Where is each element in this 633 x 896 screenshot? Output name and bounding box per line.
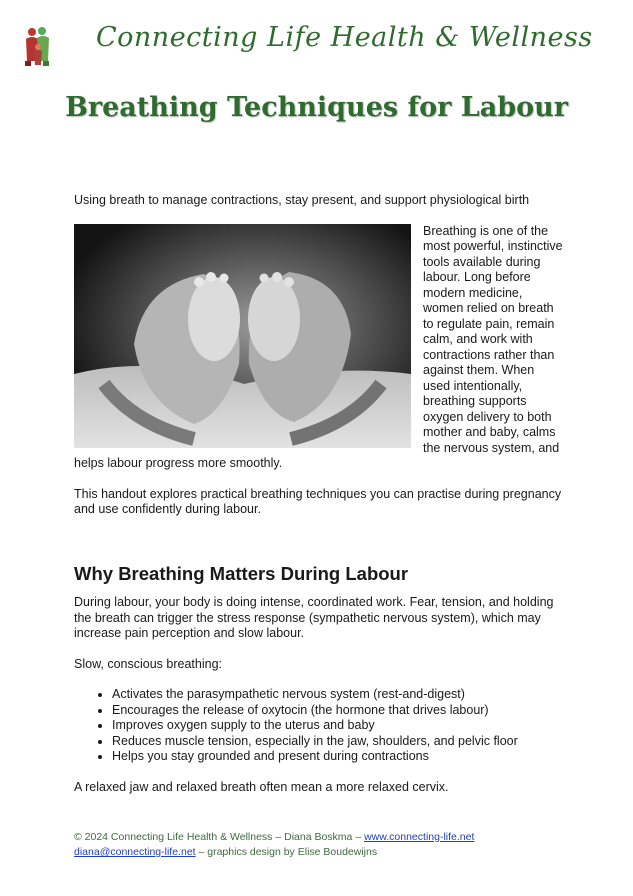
list-item: • Improves oxygen supply to the uterus and baby [112, 718, 564, 734]
list-item: • Encourages the release of oxytocin (the hormone that drives labour) [112, 703, 564, 719]
list-item: • Reduces muscle tension, especially in the jaw, shoulders, and pelvic floor [112, 734, 564, 750]
footer-separator: – [355, 831, 362, 843]
footer-credit: – graphics design by Elise Boudewijns [198, 846, 378, 858]
list-item: • Activates the parasympathetic nervous system (rest-and-digest) [112, 687, 564, 703]
page-footer [74, 830, 474, 860]
family-figures-logo-icon [20, 25, 56, 67]
section-heading: Why Breathing Matters During Labour [74, 562, 409, 584]
footer-separator: – [275, 831, 282, 843]
website-link[interactable]: www.connecting-life.net [364, 831, 475, 843]
benefits-list [74, 687, 564, 765]
org-title: Connecting Life Health & Wellness [96, 22, 593, 53]
section-paragraph-1: During labour, your body is doing intense, coordinated work. Fear, tension, and holding the breath can trigger the stress response (sympathetic nervous system), which may increase pain perception and slow labour. [74, 595, 554, 640]
footer-copyright: © 2024 Connecting Life Health & Wellness [74, 831, 273, 843]
baby-feet-in-hands-photo [74, 224, 411, 448]
closing-line: A relaxed jaw and relaxed breath often mean a more relaxed cervix. [74, 779, 449, 794]
page-header [0, 0, 633, 70]
section-paragraph-2: Slow, conscious breathing: [74, 656, 223, 671]
list-item: • Helps you stay grounded and present during contractions [112, 749, 564, 765]
main-content [74, 193, 564, 795]
intro-paragraph-1: Breathing is one of the most powerful, instinctive tools available during labour. Long before modern medicine, women relied on breath to regulate pain, remain calm, and work with contractions rather than against them. When used intentionally, breathing supports oxygen delivery to both mother and baby, calms the nervous system, and helps labour progress more smoothly. [74, 223, 563, 470]
footer-author: Diana Boskma [284, 831, 353, 843]
intro-subtitle: Using breath to manage contractions, stay present, and support physiological birth [74, 193, 530, 207]
document-title: Breathing Techniques for Labour [65, 92, 568, 123]
email-link[interactable]: diana@connecting-life.net [74, 846, 196, 858]
intro-paragraph-2: This handout explores practical breathing techniques you can practise during pregnancy and use confidently during labour. [74, 486, 562, 516]
